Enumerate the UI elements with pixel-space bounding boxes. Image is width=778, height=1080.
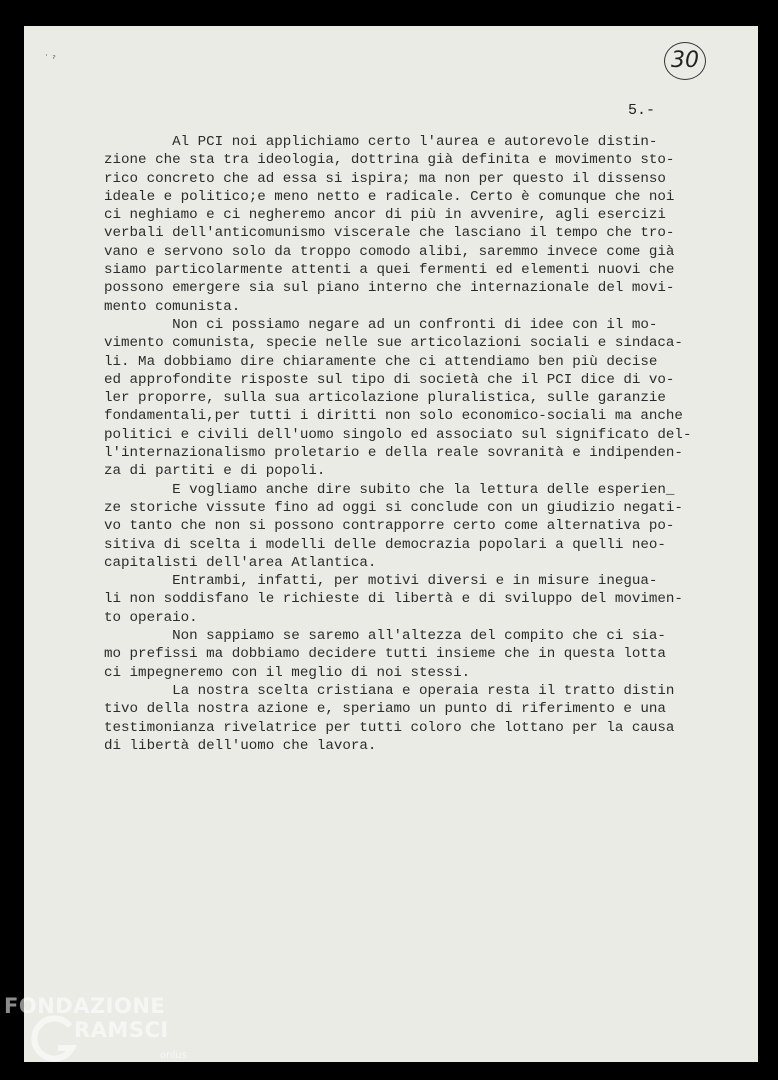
text-line: vano e servono solo da troppo comodo alibi, saremmo invece come già [104,243,675,260]
text-line: fondamentali,per tutti i diritti non solo economico-sociali ma anche [104,408,683,425]
watermark-g-logo-icon [30,1014,80,1064]
corner-mark: ˙ ˀ [44,54,56,65]
watermark-line1: FONDAZIONE [4,994,166,1018]
text-line: testimonianza rivelatrice per tutti coloro che lottano per la causa [104,719,675,736]
text-line: ler proporre, sulla sua articolazione pluralistica, sulle garanzie [104,390,666,407]
archive-number-stamp: 30 [664,42,706,80]
text-line: Non ci possiamo negare ad un confronti di idee con il mo- [104,316,658,333]
text-line: ideale e politico;e meno netto e radicale. Certo è comunque che noi [104,188,675,205]
text-line: sitiva di scelta i modelli delle democrazia popolari a quelli neo- [104,536,666,553]
text-line: za di partiti e di popoli. [104,463,326,480]
text-line: ze storiche vissute fino ad oggi si conclude con un giudizio negati- [104,499,683,516]
typewritten-body [104,133,744,755]
text-line: siamo particolarmente attenti a quei fermenti ed elementi nuovi che [104,262,675,279]
text-line: E vogliamo anche dire subito che la lettura delle esperien_ [104,481,675,498]
fondazione-gramsci-watermark [4,994,204,1074]
text-line: tivo della nostra azione e, speriamo un punto di riferimento e una [104,701,666,718]
text-line: mo prefissi ma dobbiamo decidere tutti insieme che in questa lotta [104,646,666,663]
text-line: verbali dell'anticomunismo viscerale che lasciano il tempo che tro- [104,225,675,242]
text-line: La nostra scelta cristiana e operaia resta il tratto distin [104,682,675,699]
text-line: vimento comunista, specie nelle sue articolazioni sociali e sindaca- [104,335,683,352]
text-line: ci neghiamo e ci negheremo ancor di più in avvenire, agli esercizi [104,207,666,224]
page-number: 5.- [628,102,656,119]
text-line: Al PCI noi applichiamo certo l'aurea e autorevole distin- [104,134,658,150]
text-line: capitalisti dell'area Atlantica. [104,554,377,571]
text-line: to operaio. [104,609,198,626]
text-line: ci impegneremo con il meglio di noi stessi. [104,664,471,681]
text-line: possono emergere sia sul piano interno che internazionale del movi- [104,280,675,297]
text-line: di libertà dell'uomo che lavora. [104,737,377,754]
text-line: mento comunista. [104,298,241,315]
text-line: vo tanto che non si possono contrapporre certo come alternativa po- [104,518,675,535]
text-line: ed approfondite risposte sul tipo di società che il PCI dice di vo- [104,371,675,388]
watermark-line2: RAMSCI [74,1018,169,1042]
text-line: li non soddisfano le richieste di libertà e di sviluppo del movimen- [104,591,683,608]
document-page [24,26,758,1062]
watermark-suffix: onlus [160,1050,187,1061]
text-line: zione che sta tra ideologia, dottrina già definita e movimento sto- [104,152,675,169]
text-line: l'internazionalismo proletario e della reale sovranità e indipenden- [104,445,683,462]
text-line: Entrambi, infatti, per motivi diversi e in misure inegua- [104,573,658,590]
text-line: li. Ma dobbiamo dire chiaramente che ci attendiamo ben più decise [104,353,658,370]
text-line: rico concreto che ad essa si ispira; ma non per questo il dissenso [104,170,666,187]
text-line: politici e civili dell'uomo singolo ed associato sul significato del- [104,426,692,443]
text-line: Non sappiamo se saremo all'altezza del compito che ci sia- [104,628,666,645]
